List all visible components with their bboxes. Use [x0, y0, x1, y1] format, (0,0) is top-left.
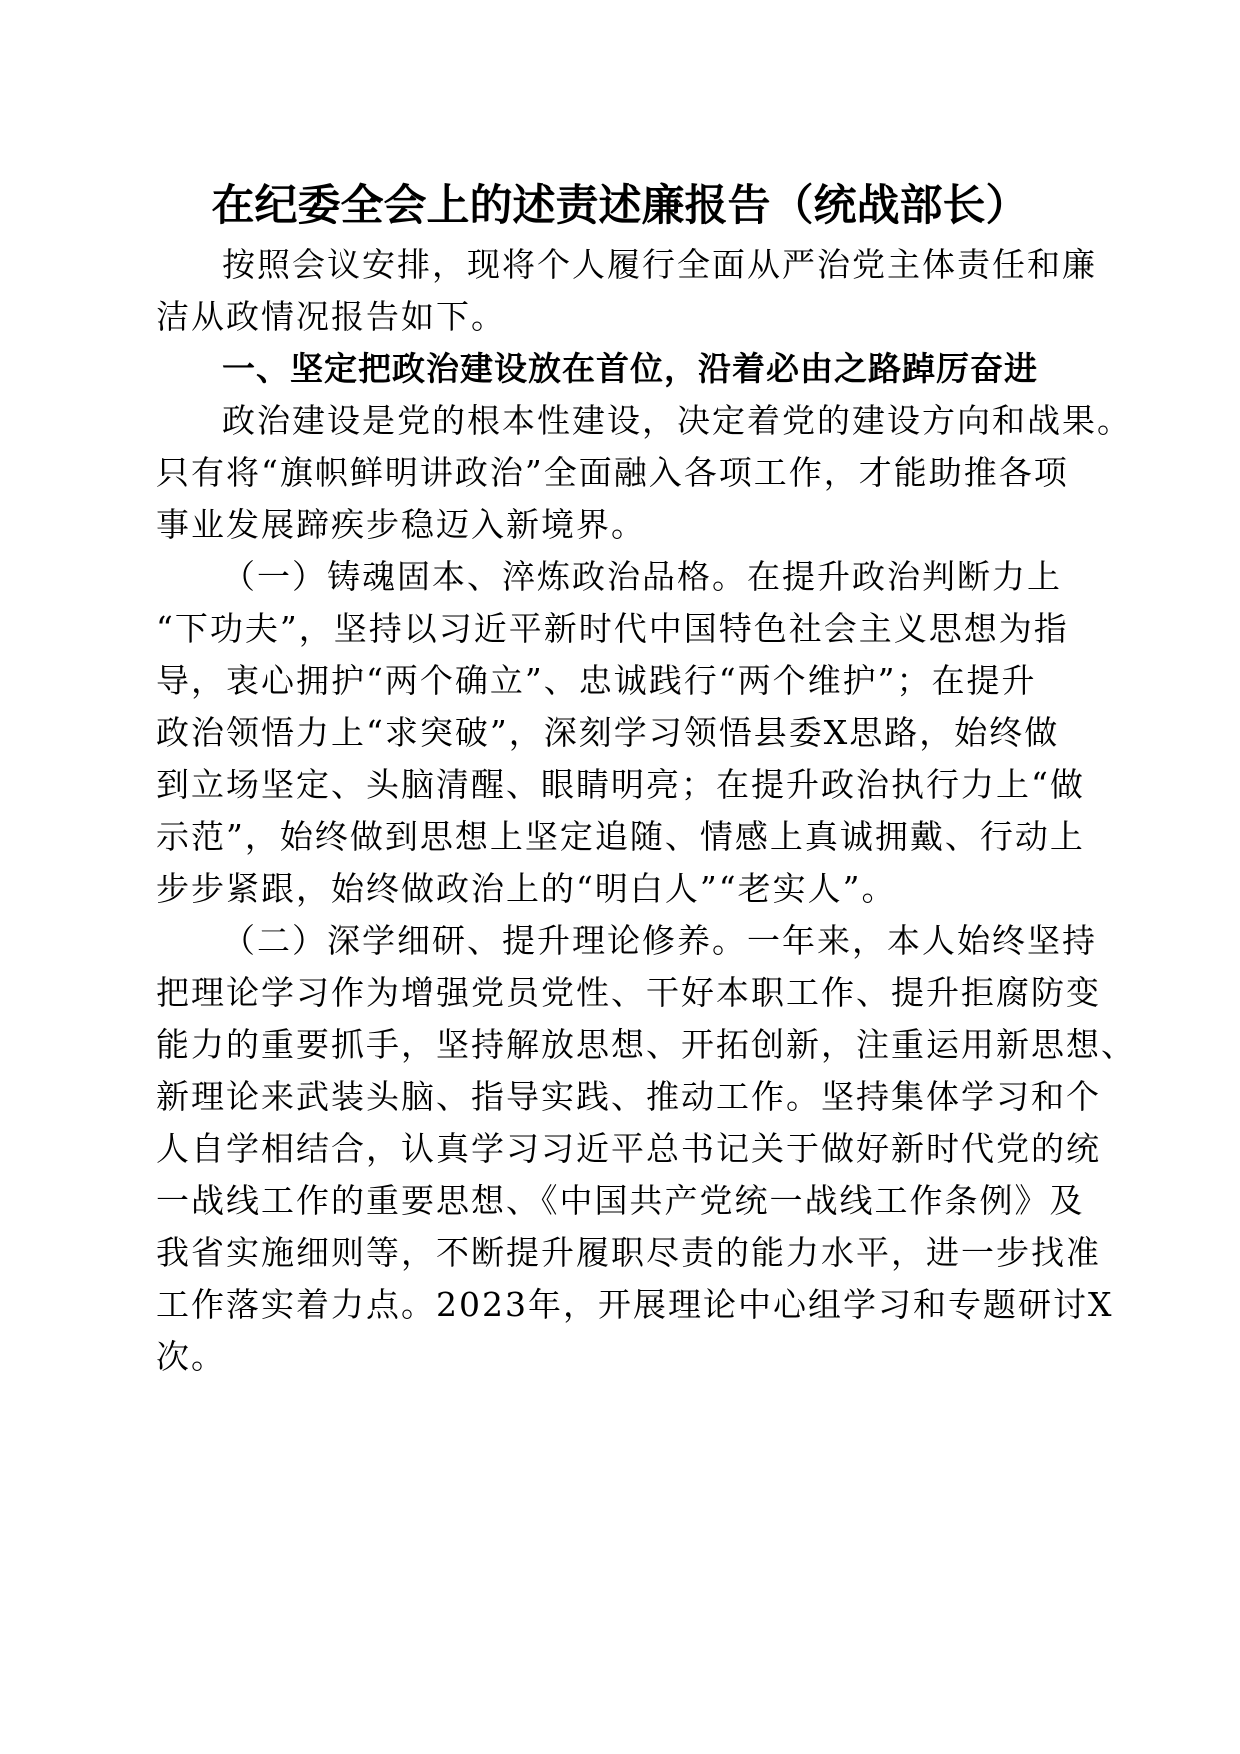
paragraph-line: 把理论学习作为增强党员党性、干好本职工作、提升拒腐防变: [156, 973, 1101, 1012]
paragraph-line: 能力的重要抓手，坚持解放思想、开拓创新，注重运用新思想、: [156, 1025, 1136, 1064]
paragraph-line: 政治建设是党的根本性建设，决定着党的建设方向和战果。: [222, 401, 1132, 440]
paragraph-line: 事业发展蹄疾步稳迈入新境界。: [156, 505, 646, 544]
paragraph-line: 政治领悟力上“求突破”，深刻学习领悟县委X思路，始终做: [156, 713, 1060, 752]
paragraph-line: 只有将“旗帜鲜明讲政治”全面融入各项工作，才能助推各项: [156, 453, 1069, 492]
document-title: 在纪委全会上的述责述廉报告（统战部长）: [211, 181, 1029, 231]
section-heading: 一、坚定把政治建设放在首位，沿着必由之路踔厉奋进: [222, 349, 1038, 388]
paragraph-line: 我省实施细则等，不断提升履职尽责的能力水平，进一步找准: [156, 1233, 1101, 1272]
paragraph-line: 示范”，始终做到思想上坚定追随、情感上真诚拥戴、行动上: [156, 817, 1085, 856]
paragraph-line: 到立场坚定、头脑清醒、眼睛明亮；在提升政治执行力上“做: [156, 765, 1085, 804]
paragraph-line: 洁从政情况报告如下。: [156, 297, 506, 336]
paragraph-line: 步步紧跟，始终做政治上的“明白人”“老实人”。: [156, 869, 897, 908]
paragraph-line: 次。: [156, 1337, 226, 1376]
paragraph-line: “下功夫”，坚持以习近平新时代中国特色社会主义思想为指: [156, 609, 1069, 648]
paragraph-line: 按照会议安排，现将个人履行全面从严治党主体责任和廉: [222, 245, 1097, 284]
paragraph-line: 人自学相结合，认真学习习近平总书记关于做好新时代党的统: [156, 1129, 1101, 1168]
subsection-line: （一）铸魂固本、淬炼政治品格。在提升政治判断力上: [222, 557, 1062, 596]
paragraph-line: 导，衷心拥护“两个确立”、忠诚践行“两个维护”；在提升: [156, 661, 1037, 700]
subsection-line: （二）深学细研、提升理论修养。一年来，本人始终坚持: [222, 921, 1097, 960]
paragraph-line: 工作落实着力点。2023年，开展理论中心组学习和专题研讨X: [156, 1285, 1114, 1324]
paragraph-line: 新理论来武装头脑、指导实践、推动工作。坚持集体学习和个: [156, 1077, 1101, 1116]
paragraph-line: 一战线工作的重要思想、《中国共产党统一战线工作条例》及: [156, 1181, 1085, 1220]
